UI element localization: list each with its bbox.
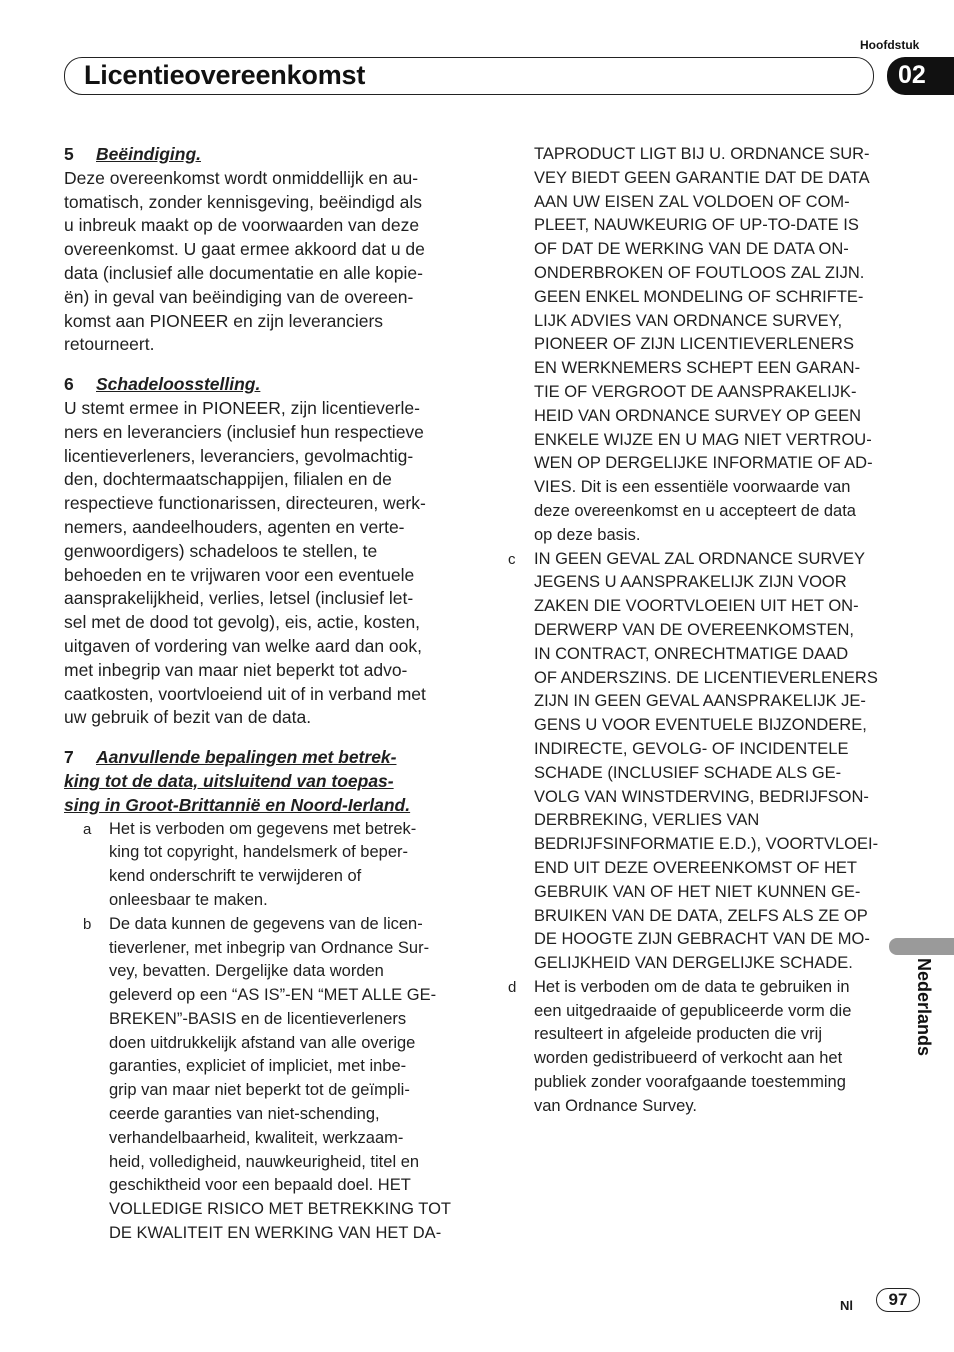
section-5-body xyxy=(64,167,456,357)
text-line: ners en leveranciers (inclusief hun respectieve xyxy=(64,421,424,442)
text-line: INDIRECTE, GEVOLG- OF INCIDENTELE xyxy=(534,739,849,758)
section-number: 7 xyxy=(64,747,74,768)
text-line: worden gedistribueerd of verkocht aan het xyxy=(534,1049,843,1068)
language-tab xyxy=(889,938,954,955)
chapter-number: 02 xyxy=(898,61,926,89)
section-5-heading xyxy=(64,143,456,167)
text-line: BREKEN”-BASIS en de licentieverleners xyxy=(109,1009,407,1028)
text-line: van Ordnance Survey. xyxy=(534,1096,697,1115)
text-line: heid, volledigheid, nauwkeurigheid, titel en xyxy=(109,1152,420,1171)
text-line: behoeden en te vrijwaren voor een eventuele xyxy=(64,564,415,585)
text-line: respectieve functionarissen, directeuren, werk- xyxy=(64,493,426,514)
text-line: DERWERP VAN DE OVEREENKOMSTEN, xyxy=(534,620,854,639)
text-line: Deze overeenkomst wordt onmiddellijk en au- xyxy=(64,167,419,188)
text-line: JEGENS U AANSPRAKELIJK ZIJN VOOR xyxy=(534,573,847,592)
text-line: TIE OF VERGROOT DE AANSPRAKELIJK- xyxy=(534,382,857,401)
text-line: PIONEER OF ZIJN LICENTIEVERLENERS xyxy=(534,335,854,354)
text-line: BEDRIJFSINFORMATIE E.D.), VOORTVLOEI- xyxy=(534,835,879,854)
text-line: ceerde garanties van niet-schending, xyxy=(109,1105,380,1124)
text-line: ZIJN IN GEEN GEVAL AANSPRAKELIJK JE- xyxy=(534,692,866,711)
text-line: met inbegrip van maar niet beperkt tot advo- xyxy=(64,659,408,680)
section-title-line: king tot de data, uitsluitend van toepas- xyxy=(64,770,394,791)
text-line: kend onderschrift te verwijderen of xyxy=(109,867,362,886)
text-line: DE KWALITEIT EN WERKING VAN HET DA- xyxy=(109,1224,442,1243)
text-line: VEY BIEDT GEEN GARANTIE DAT DE DATA xyxy=(534,168,870,187)
text-line: een uitgedraaide of gepubliceerde vorm die xyxy=(534,1001,852,1020)
text-line: VOLG VAN WINSTDERVING, BEDRIJFSON- xyxy=(534,787,869,806)
list-item-text xyxy=(534,143,880,548)
language-label xyxy=(912,958,936,1078)
text-line: king tot copyright, handelsmerk of beper- xyxy=(109,843,408,862)
text-line: tomatisch, zonder kennisgeving, beëindigd als xyxy=(64,191,422,212)
section-6-heading xyxy=(64,373,456,397)
list-item-d xyxy=(508,976,880,1119)
right-column xyxy=(508,143,880,1119)
text-line: sel met de dood tot gevolg), eis, actie, kosten, xyxy=(64,612,421,633)
text-line: aansprakelijkheid, verlies, letsel (inclusief let- xyxy=(64,588,414,609)
list-item-b xyxy=(64,913,456,1246)
section-7-heading xyxy=(64,746,456,817)
text-line: De data kunnen de gegevens van de licen- xyxy=(109,914,423,933)
text-line: garanties, expliciet of impliciet, met inbe- xyxy=(109,1057,407,1076)
text-line: den, dochtermaatschappijen, filialen en de xyxy=(64,469,392,490)
list-item-a xyxy=(64,818,456,913)
text-line: GELIJKHEID VAN DERGELIJKE SCHADE. xyxy=(534,954,853,973)
list-item-c xyxy=(508,548,880,976)
text-line: WEN OP DERGELIJKE INFORMATIE OF AD- xyxy=(534,454,873,473)
text-line: GEBRUIK VAN OF HET NIET KUNNEN GE- xyxy=(534,882,861,901)
text-line: geschiktheid voor een bepaald doel. HET xyxy=(109,1176,411,1195)
left-column xyxy=(64,143,456,1246)
text-line: deze overeenkomst en u accepteert de data xyxy=(534,501,856,520)
section-6-body xyxy=(64,397,456,730)
text-line: publiek zonder voorafgaande toestemming xyxy=(534,1073,846,1092)
section-number: 6 xyxy=(64,374,74,395)
list-item-text xyxy=(109,818,456,913)
text-line: grip van maar niet beperkt tot de geïmpli- xyxy=(109,1081,410,1100)
text-line: VIES. Dit is een essentiële voorwaarde van xyxy=(534,478,851,497)
footer-language-code: Nl xyxy=(840,1298,853,1313)
list-item-text xyxy=(534,976,880,1119)
chapter-label: Hoofdstuk xyxy=(860,38,920,52)
text-line: caatkosten, voortvloeiend uit of in verband met xyxy=(64,683,426,704)
text-line: tieverlener, met inbegrip van Ordnance Sur- xyxy=(109,938,430,957)
text-line: u inbreuk maakt op de voorwaarden van deze xyxy=(64,215,420,236)
page-title: Licentieovereenkomst xyxy=(84,60,366,90)
list-letter: c xyxy=(508,550,516,568)
list-item-b-continued xyxy=(508,143,880,548)
list-letter: d xyxy=(508,978,517,996)
text-line: SCHADE (INCLUSIEF SCHADE ALS GE- xyxy=(534,763,842,782)
section-number: 5 xyxy=(64,144,74,164)
page-number: 97 xyxy=(876,1288,920,1312)
list-item-text xyxy=(109,913,456,1246)
text-line: HEID VAN ORDNANCE SURVEY OP GEEN xyxy=(534,406,862,425)
section-title-line: sing in Groot-Brittannië en Noord-Ierland. xyxy=(64,794,411,815)
text-line: ën) in geval van beëindiging van de overeen- xyxy=(64,286,414,307)
text-line: PLEET, NAUWKEURIG OF UP-TO-DATE IS xyxy=(534,216,859,235)
text-line: OF ANDERSZINS. DE LICENTIEVERLENERS xyxy=(534,668,878,687)
text-line: licentieverleners, leveranciers, gevolmachtig- xyxy=(64,445,414,466)
text-line: TAPRODUCT LIGT BIJ U. ORDNANCE SUR- xyxy=(534,145,870,163)
text-line: komst aan PIONEER en zijn leveranciers xyxy=(64,310,384,331)
text-line: U stemt ermee in PIONEER, zijn licentieverle- xyxy=(64,397,420,418)
text-line: IN CONTRACT, ONRECHTMATIGE DAAD xyxy=(534,644,849,663)
section-title-line: Aanvullende bepalingen met betrek- xyxy=(96,747,397,768)
text-line: Het is verboden om gegevens met betrek- xyxy=(109,819,417,838)
text-line: AAN UW EISEN ZAL VOLDOEN OF COM- xyxy=(534,192,850,211)
text-line: DE HOOGTE ZIJN GEBRACHT VAN DE MO- xyxy=(534,930,870,949)
text-line: op deze basis. xyxy=(534,525,641,544)
list-item-text xyxy=(534,548,880,976)
text-line: END UIT DEZE OVEREENKOMST OF HET xyxy=(534,858,858,877)
text-line: overeenkomst. U gaat ermee akkoord dat u de xyxy=(64,239,425,260)
list-letter: a xyxy=(83,820,92,838)
text-line: GEEN ENKEL MONDELING OF SCHRIFTE- xyxy=(534,287,864,306)
section-title: Beëindiging. xyxy=(96,144,201,164)
text-line: Het is verboden om de data te gebruiken in xyxy=(534,977,850,996)
text-line: resulteert in afgeleide producten die vrij xyxy=(534,1025,823,1044)
text-line: verhandelbaarheid, kwaliteit, werkzaam- xyxy=(109,1128,404,1147)
text-line: vey, bevatten. Dergelijke data worden xyxy=(109,962,384,981)
text-line: ONDERBROKEN OF FOUTLOOS ZAL ZIJN. xyxy=(534,263,865,282)
text-line: EN WERKNEMERS SCHEPT EEN GARAN- xyxy=(534,359,861,378)
text-line: ZAKEN DIE VOORTVLOEIEN UIT HET ON- xyxy=(534,597,859,616)
list-letter: b xyxy=(83,915,92,933)
section-title: Schadeloosstelling. xyxy=(96,374,261,395)
text-line: LIJK ADVIES VAN ORDNANCE SURVEY, xyxy=(534,311,843,330)
text-line: OF DAT DE WERKING VAN DE DATA ON- xyxy=(534,240,849,259)
text-line: genwoordigers) schadeloos te stellen, te xyxy=(64,540,378,561)
text-line: nemers, aandeelhouders, agenten en verte- xyxy=(64,516,405,537)
text-line: data (inclusief alle documentatie en alle kopie- xyxy=(64,262,423,283)
text-line: VOLLEDIGE RISICO MET BETREKKING TOT xyxy=(109,1200,451,1219)
text-line: ENKELE WIJZE EN U MAG NIET VERTROU- xyxy=(534,430,872,449)
text-line: uitgaven of vordering van welke aard dan ook, xyxy=(64,635,423,656)
text-line: GENS U VOOR EVENTUELE BIJZONDERE, xyxy=(534,716,867,735)
text-line: retourneert. xyxy=(64,334,155,355)
text-line: IN GEEN GEVAL ZAL ORDNANCE SURVEY xyxy=(534,549,865,568)
text-line: geleverd op een “AS IS”-EN “MET ALLE GE- xyxy=(109,986,437,1005)
text-line: onleesbaar te maken. xyxy=(109,890,268,909)
text-line: DERBREKING, VERLIES VAN xyxy=(534,811,760,830)
text-line: doen uitdrukkelijk afstand van alle overige xyxy=(109,1033,416,1052)
text-line: BRUIKEN VAN DE DATA, ZELFS ALS ZE OP xyxy=(534,906,868,925)
language-text: Nederlands xyxy=(914,958,934,1057)
text-line: uw gebruik of bezit van de data. xyxy=(64,707,312,728)
